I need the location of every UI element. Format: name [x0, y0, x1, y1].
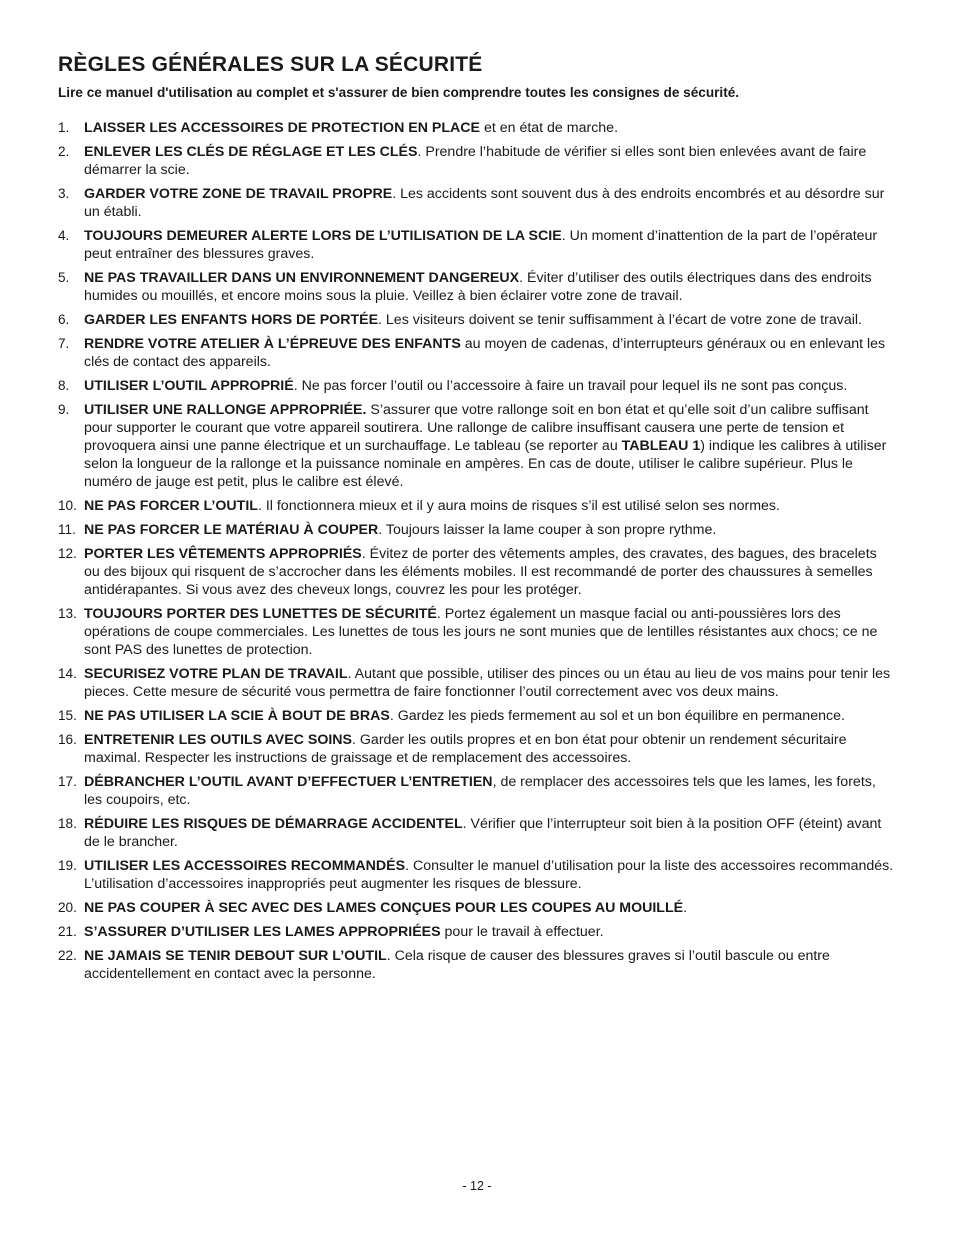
rule-number: 8.: [58, 378, 70, 393]
rule-body: [84, 606, 877, 658]
rule-description: . Portez également un masque facial ou anti-poussières lors des opérations de coupe commerciales. Les lunettes de tous les jours ne sont munies que de lentilles résistantes aux chocs; ce ne sont PAS des lunettes de protection.: [84, 606, 878, 658]
rule-body: [84, 732, 847, 766]
rule-heading: UTILISER LES ACCESSOIRES RECOMMANDÉS: [84, 858, 406, 874]
safety-rule-item: [58, 857, 894, 893]
safety-rule-item: [58, 497, 894, 515]
rule-description: . Prendre l’habitude de vérifier si elles sont bien enlevées avant de faire démarrer la scie.: [84, 144, 867, 178]
rule-description: .: [683, 900, 688, 916]
rule-description: . Éviter d’utiliser des outils électriques dans des endroits humides ou mouillés, et encore moins sous la pluie. Veillez à bien éclairer votre zone de travail.: [84, 270, 872, 304]
rule-heading: NE PAS FORCER LE MATÉRIAU À COUPER: [84, 522, 379, 538]
rule-heading: NE PAS COUPER À SEC AVEC DES LAMES CONÇUES POUR LES COUPES AU MOUILLÉ: [84, 900, 684, 916]
rule-description: . Garder les outils propres et en bon état pour obtenir un rendement sécuritaire maximal. Respecter les instructions de graissage et de remplacement des accessoires.: [84, 732, 847, 766]
safety-rule-item: [58, 521, 894, 539]
rule-description: , de remplacer des accessoires tels que les lames, les forets, les coupoirs, etc.: [84, 774, 876, 808]
rule-body: [84, 948, 830, 982]
rule-number: 7.: [58, 336, 70, 351]
safety-rule-item: [58, 773, 894, 809]
rule-heading: ENLEVER LES CLÉS DE RÉGLAGE ET LES CLÉS: [84, 144, 418, 160]
rule-heading: DÉBRANCHER L’OUTIL AVANT D’EFFECTUER L’ENTRETIEN: [84, 774, 493, 790]
rule-heading: S’ASSURER D’UTILISER LES LAMES APPROPRIÉES: [84, 924, 441, 940]
rule-description: et en état de marche.: [480, 120, 619, 136]
rule-number: 4.: [58, 228, 70, 243]
rule-heading: RENDRE VOTRE ATELIER À L’ÉPREUVE DES ENFANTS: [84, 336, 461, 352]
rule-description: . Consulter le manuel d’utilisation pour la liste des accessoires recommandés. L’utilisation d’accessoires inappropriés peut augmenter les risques de blessure.: [84, 858, 894, 892]
rule-description-continued: ) indique les calibres à utiliser selon la longueur de la rallonge et la puissance nominale en ampères. En cas de doute, utiliser le calibre supérieur. Plus le numéro de jauge est petit, plus le calibre est élevé.: [84, 438, 887, 490]
rule-heading: TOUJOURS PORTER DES LUNETTES DE SÉCURITÉ: [84, 606, 437, 622]
rule-description: . Ne pas forcer l’outil ou l’accessoire à faire un travail pour lequel ils ne sont pas conçus.: [293, 378, 848, 394]
safety-rule-item: [58, 923, 894, 941]
safety-rule-item: [58, 269, 894, 305]
rule-body: [84, 924, 604, 940]
safety-rule-item: [58, 335, 894, 371]
safety-rule-item: [58, 815, 894, 851]
rule-body: [84, 858, 893, 892]
rule-number: 5.: [58, 270, 70, 285]
rule-number: 18.: [58, 816, 77, 831]
rule-heading: UTILISER L’OUTIL APPROPRIÉ: [84, 378, 294, 394]
safety-rule-item: [58, 119, 894, 137]
rule-number: 3.: [58, 186, 70, 201]
rule-body: [84, 522, 716, 538]
rule-body: [84, 816, 881, 850]
safety-rule-item: [58, 185, 894, 221]
rule-body: [84, 270, 872, 304]
safety-rule-item: [58, 947, 894, 983]
rule-heading: LAISSER LES ACCESSOIRES DE PROTECTION EN PLACE: [84, 120, 480, 136]
safety-rule-item: [58, 731, 894, 767]
rule-body: [84, 774, 876, 808]
rule-description: . Évitez de porter des vêtements amples, des cravates, des bagues, des bracelets ou des bijoux qui risquent de s’accrocher dans les éléments mobiles. Il est recommandé de porter des chaussures à semelles antidérapantes. Si vous avez des cheveux longs, couvrez les pour les protéger.: [84, 546, 877, 598]
rule-body: [84, 900, 687, 916]
rule-number: 9.: [58, 402, 70, 417]
rule-description: pour le travail à effectuer.: [440, 924, 604, 940]
rule-description: S’assurer que votre rallonge soit en bon état et qu’elle soit d’un calibre suffisant pour supporter le courant que votre appareil soutirera. Une rallonge de calibre insuffisant causera une perte de tension et provoquera ainsi une panne électrique et un surchauffage. Le tableau (se reporter au: [84, 402, 869, 454]
rule-heading: UTILISER UNE RALLONGE APPROPRIÉE.: [84, 402, 367, 418]
safety-rule-item: [58, 227, 894, 263]
rule-body: [84, 546, 877, 598]
safety-rules-list: [58, 119, 894, 989]
rule-description: . Il fonctionnera mieux et il y aura moins de risques s’il est utilisé selon ses normes.: [257, 498, 780, 514]
page-subtitle: Lire ce manuel d'utilisation au complet et s'assurer de bien comprendre toutes les consignes de sécurité.: [58, 85, 740, 100]
rule-heading: ENTRETENIR LES OUTILS AVEC SOINS: [84, 732, 353, 748]
rule-description: . Un moment d’inattention de la part de l’opérateur peut entraîner des blessures graves.: [84, 228, 878, 262]
rule-body: [84, 312, 862, 328]
rule-number: 21.: [58, 924, 77, 939]
rule-body: [84, 120, 618, 136]
rule-body: [84, 336, 885, 370]
rule-number: 6.: [58, 312, 70, 327]
safety-rule-item: [58, 143, 894, 179]
table-reference: TABLEAU 1: [621, 438, 701, 454]
safety-rule-item: [58, 665, 894, 701]
rule-heading: NE PAS FORCER L’OUTIL: [84, 498, 258, 514]
page-title: RÈGLES GÉNÉRALES SUR LA SÉCURITÉ: [58, 53, 483, 76]
rule-number: 14.: [58, 666, 77, 681]
rule-body: [84, 378, 847, 394]
rule-number: 16.: [58, 732, 77, 747]
rule-number: 12.: [58, 546, 77, 561]
page-number: - 12 -: [462, 1179, 492, 1193]
rule-number: 13.: [58, 606, 77, 621]
rule-number: 11.: [58, 522, 76, 537]
rule-number: 22.: [58, 948, 77, 963]
rule-body: [84, 228, 877, 262]
rule-description: . Vérifier que l’interrupteur soit bien à la position OFF (éteint) avant de le brancher.: [84, 816, 882, 850]
safety-rule-item: [58, 707, 894, 725]
rule-body: [84, 402, 886, 490]
rule-number: 15.: [58, 708, 77, 723]
safety-rule-item: [58, 377, 894, 395]
safety-rule-item: [58, 605, 894, 659]
rule-heading: RÉDUIRE LES RISQUES DE DÉMARRAGE ACCIDENTEL: [84, 816, 463, 832]
rule-description: . Autant que possible, utiliser des pinces ou un étau au lieu de vos mains pour tenir les pieces. Cette mesure de sécurité vous permettra de faire fonctionner l’outil correctement avec vos deux mains.: [84, 666, 891, 700]
safety-rule-item: [58, 401, 894, 491]
rule-heading: TOUJOURS DEMEURER ALERTE LORS DE L’UTILISATION DE LA SCIE: [84, 228, 562, 244]
rule-description: . Gardez les pieds fermement au sol et un bon équilibre en permanence.: [389, 708, 845, 724]
rule-number: 19.: [58, 858, 77, 873]
rule-heading: GARDER VOTRE ZONE DE TRAVAIL PROPRE: [84, 186, 393, 202]
rule-number: 17.: [58, 774, 77, 789]
rule-description: . Toujours laisser la lame couper à son propre rythme.: [378, 522, 717, 538]
rule-heading: NE PAS UTILISER LA SCIE À BOUT DE BRAS: [84, 708, 390, 724]
rule-description: . Les visiteurs doivent se tenir suffisamment à l’écart de votre zone de travail.: [378, 312, 862, 328]
rule-body: [84, 708, 845, 724]
rule-description: . Cela risque de causer des blessures graves si l’outil bascule ou entre accidentellement en contact avec la personne.: [84, 948, 830, 982]
rule-number: 20.: [58, 900, 77, 915]
rule-body: [84, 666, 890, 700]
rule-number: 1.: [58, 120, 70, 135]
rule-heading: PORTER LES VÊTEMENTS APPROPRIÉS: [84, 546, 362, 562]
rule-number: 10.: [58, 498, 77, 513]
rule-body: [84, 144, 866, 178]
rule-heading: SECURISEZ VOTRE PLAN DE TRAVAIL: [84, 666, 348, 682]
rule-description: . Les accidents sont souvent dus à des endroits encombrés et au désordre sur un établi.: [84, 186, 885, 220]
safety-rule-item: [58, 311, 894, 329]
rule-body: [84, 186, 884, 220]
rule-heading: NE JAMAIS SE TENIR DEBOUT SUR L’OUTIL: [84, 948, 387, 964]
rule-heading: GARDER LES ENFANTS HORS DE PORTÉE: [84, 312, 379, 328]
rule-body: [84, 498, 780, 514]
safety-rule-item: [58, 545, 894, 599]
rule-heading: NE PAS TRAVAILLER DANS UN ENVIRONNEMENT DANGEREUX: [84, 270, 520, 286]
safety-rule-item: [58, 899, 894, 917]
rule-number: 2.: [58, 144, 70, 159]
rule-description: au moyen de cadenas, d’interrupteurs généraux ou en enlevant les clés de contact des appareils.: [84, 336, 886, 370]
